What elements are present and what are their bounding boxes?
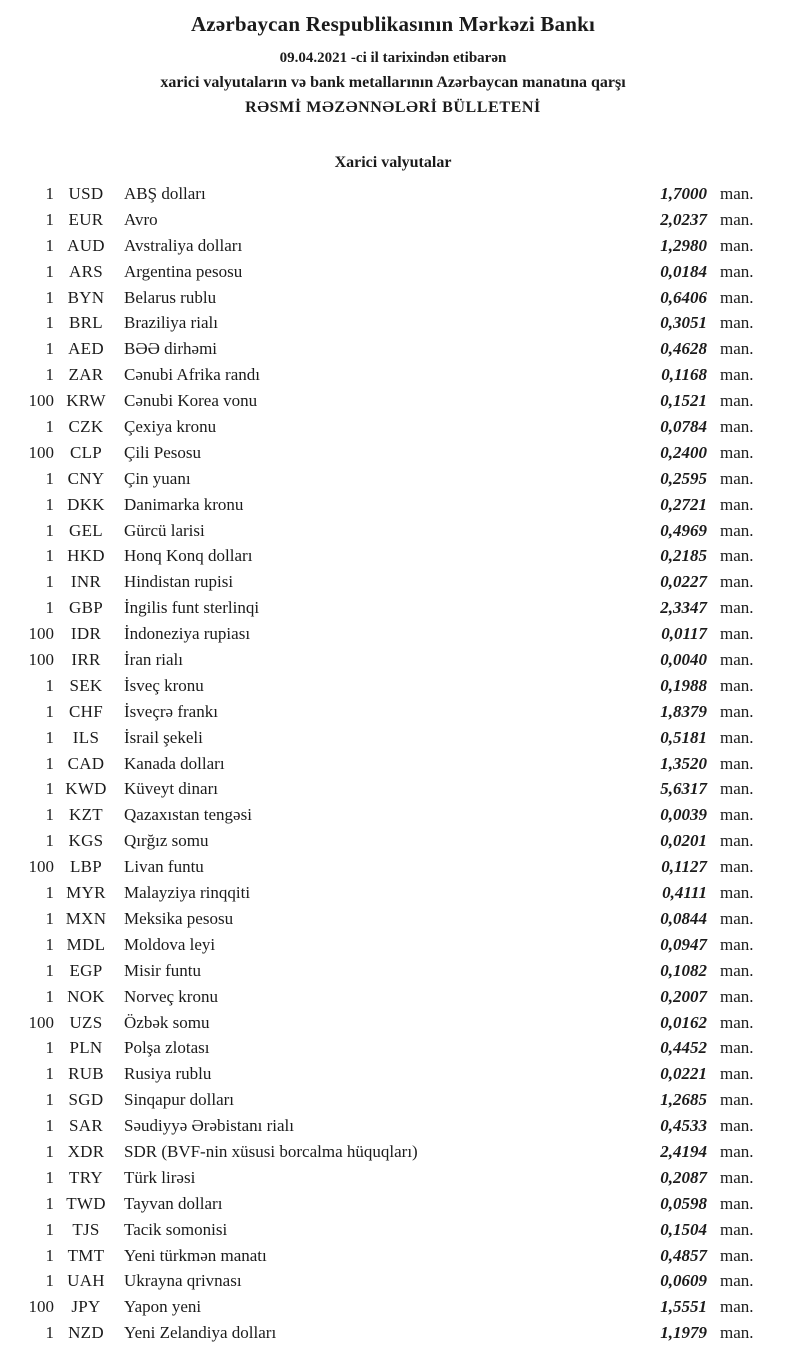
currency-code: EUR: [68, 209, 104, 229]
currency-unit: man.: [720, 1167, 754, 1187]
currency-row: [14, 233, 772, 259]
currency-rate: 0,2185: [660, 546, 707, 566]
currency-code: BYN: [67, 287, 105, 307]
currency-code: HKD: [67, 546, 105, 566]
currency-row: [14, 595, 772, 621]
currency-name: Hindistan rupisi: [124, 572, 234, 592]
currency-code: SEK: [69, 675, 103, 695]
currency-code: TMT: [67, 1245, 105, 1265]
currency-quantity: 1: [45, 1219, 54, 1239]
currency-name: Yeni türkmən manatı: [124, 1245, 267, 1265]
currency-rate: 0,0040: [660, 650, 707, 670]
currency-name: İngilis funt sterlinqi: [124, 598, 260, 618]
currency-rate: 0,0227: [660, 572, 707, 592]
currency-quantity: 1: [45, 701, 54, 721]
currency-row: [14, 259, 772, 285]
currency-row: [14, 776, 772, 802]
currency-rate: 0,0784: [660, 417, 707, 437]
currency-quantity: 1: [45, 1323, 54, 1343]
currency-quantity: 1: [45, 494, 54, 514]
currency-rate: 0,0039: [660, 805, 707, 825]
currency-code: ILS: [72, 727, 100, 747]
currency-quantity: 1: [45, 960, 54, 980]
currency-code: CZK: [68, 417, 104, 437]
currency-row: [14, 336, 772, 362]
currency-code: CLP: [69, 442, 103, 462]
currency-quantity: 1: [45, 1141, 54, 1161]
currency-quantity: 100: [28, 650, 54, 670]
currency-unit: man.: [720, 494, 754, 514]
currency-quantity: 1: [45, 908, 54, 928]
currency-unit: man.: [720, 701, 754, 721]
currency-code: GEL: [69, 520, 103, 540]
currency-unit: man.: [720, 779, 754, 799]
currency-code: USD: [68, 184, 104, 203]
currency-code: CHF: [69, 701, 103, 721]
currency-rate-table: [14, 181, 772, 1346]
currency-rate: 0,4111: [662, 883, 707, 903]
currency-row: [14, 854, 772, 880]
currency-row: [14, 414, 772, 440]
currency-quantity: 1: [45, 727, 54, 747]
currency-unit: man.: [720, 986, 754, 1006]
currency-unit: man.: [720, 857, 754, 877]
currency-name: Meksika pesosu: [124, 908, 234, 928]
currency-code: UZS: [69, 1012, 103, 1032]
currency-row: [14, 1320, 772, 1346]
currency-rate: 0,1127: [661, 857, 707, 877]
currency-quantity: 1: [45, 831, 54, 851]
currency-rate: 0,4452: [660, 1038, 707, 1058]
currency-name: Küveyt dinarı: [124, 779, 218, 799]
currency-name: Livan funtu: [124, 857, 204, 877]
currency-name: Danimarka kronu: [124, 494, 244, 514]
currency-unit: man.: [720, 339, 754, 359]
currency-code: SAR: [69, 1116, 103, 1136]
currency-name: Polşa zlotası: [124, 1038, 210, 1058]
currency-unit: man.: [720, 805, 754, 825]
currency-unit: man.: [720, 624, 754, 644]
currency-quantity: 1: [45, 1245, 54, 1265]
currency-name: Avstraliya dolları: [124, 235, 243, 255]
currency-rate: 0,2721: [660, 494, 707, 514]
currency-code: NZD: [68, 1323, 104, 1343]
currency-code: NOK: [67, 986, 105, 1006]
currency-row: [14, 285, 772, 311]
currency-row: [14, 1035, 772, 1061]
currency-unit: man.: [720, 313, 754, 333]
currency-name: Honq Konq dolları: [124, 546, 253, 566]
currency-quantity: 1: [45, 1116, 54, 1136]
currency-name: Misir funtu: [124, 960, 201, 980]
currency-name: Yeni Zelandiya dolları: [124, 1323, 277, 1343]
currency-name: Çin yuanı: [124, 468, 191, 488]
currency-code: IRR: [71, 650, 101, 670]
currency-rate: 0,0609: [660, 1271, 707, 1291]
currency-name: Ukrayna qrivnası: [124, 1271, 242, 1291]
currency-name: SDR (BVF-nin xüsusi borcalma hüquqları): [124, 1141, 418, 1161]
currency-quantity: 1: [45, 546, 54, 566]
currency-rate: 0,0598: [660, 1193, 707, 1213]
effective-date-line: 09.04.2021 -ci il tarixindən etibarən: [279, 50, 507, 66]
currency-quantity: 1: [45, 1271, 54, 1291]
currency-rate: 0,0221: [660, 1064, 707, 1084]
currency-code: KGS: [68, 831, 104, 851]
currency-rate: 0,3051: [660, 313, 707, 333]
currency-code: UAH: [67, 1271, 105, 1291]
currency-code: KWD: [65, 779, 107, 799]
currency-name: Kanada dolları: [124, 753, 225, 773]
currency-name: Yapon yeni: [124, 1297, 202, 1317]
currency-unit: man.: [720, 727, 754, 747]
currency-name: Cənubi Afrika randı: [124, 365, 260, 385]
currency-rate: 0,5181: [660, 727, 707, 747]
currency-code: BRL: [69, 313, 103, 333]
currency-unit: man.: [720, 1245, 754, 1265]
currency-quantity: 1: [45, 1090, 54, 1110]
currency-row: [14, 880, 772, 906]
currency-row: [14, 310, 772, 336]
currency-quantity: 100: [28, 442, 54, 462]
currency-unit: man.: [720, 442, 754, 462]
currency-unit: man.: [720, 650, 754, 670]
currency-row: [14, 1294, 772, 1320]
currency-quantity: 1: [45, 1167, 54, 1187]
currency-quantity: 1: [45, 675, 54, 695]
currency-rate: 0,4628: [660, 339, 707, 359]
currency-unit: man.: [720, 960, 754, 980]
currency-row: [14, 932, 772, 958]
currency-row: [14, 751, 772, 777]
currency-name: Rusiya rublu: [124, 1064, 212, 1084]
currency-name: Qırğız somu: [124, 831, 209, 851]
currency-code: ARS: [69, 261, 103, 281]
currency-row: [14, 1165, 772, 1191]
currency-unit: man.: [720, 417, 754, 437]
currency-rate: 0,0117: [661, 624, 707, 644]
currency-unit: man.: [720, 1323, 754, 1343]
bank-title: Azərbaycan Respublikasının Mərkəzi Bankı: [190, 12, 596, 36]
currency-name: İsveçrə frankı: [124, 701, 218, 721]
currency-quantity: 1: [45, 572, 54, 592]
currency-name: BƏƏ dirhəmi: [124, 339, 218, 359]
currency-unit: man.: [720, 261, 754, 281]
currency-quantity: 1: [45, 339, 54, 359]
currency-quantity: 1: [45, 986, 54, 1006]
currency-row: [14, 543, 772, 569]
currency-unit: man.: [720, 1141, 754, 1161]
currency-rate: 0,0184: [660, 261, 707, 281]
currency-row: [14, 1139, 772, 1165]
currency-code: KRW: [66, 391, 106, 411]
currency-row: [14, 1243, 772, 1269]
currency-code: ZAR: [68, 365, 104, 385]
section-title-foreign-currencies: Xarici valyutalar: [334, 154, 452, 171]
currency-quantity: 1: [45, 1038, 54, 1058]
currency-unit: man.: [720, 883, 754, 903]
currency-quantity: 1: [45, 805, 54, 825]
currency-row: [14, 802, 772, 828]
currency-unit: man.: [720, 1219, 754, 1239]
currency-row: [14, 1191, 772, 1217]
currency-quantity: 1: [45, 753, 54, 773]
currency-row: [14, 207, 772, 233]
currency-code: CAD: [67, 753, 105, 773]
currency-quantity: 100: [28, 857, 54, 877]
currency-code: PLN: [69, 1038, 103, 1058]
currency-rate: 0,2595: [660, 468, 707, 488]
bulletin-title-line: RƏSMİ MƏZƏNNƏLƏRİ BÜLLETENİ: [245, 99, 541, 116]
currency-rate: 0,1988: [660, 675, 707, 695]
currency-unit: man.: [720, 908, 754, 928]
currency-unit: man.: [720, 235, 754, 255]
currency-rate: 0,2007: [660, 986, 707, 1006]
currency-rate: 0,4857: [660, 1245, 707, 1265]
currency-rate: 0,1168: [661, 365, 707, 385]
currency-name: Türk lirəsi: [124, 1167, 196, 1187]
currency-name: Malayziya rinqqiti: [124, 883, 251, 903]
currency-unit: man.: [720, 753, 754, 773]
currency-quantity: 1: [45, 417, 54, 437]
currency-name: Cənubi Korea vonu: [124, 391, 258, 411]
currency-rate: 0,0201: [660, 831, 707, 851]
currency-code: DKK: [67, 494, 105, 514]
currency-row: [14, 1061, 772, 1087]
currency-name: Səudiyyə Ərəbistanı rialı: [124, 1116, 294, 1136]
currency-row: [14, 1113, 772, 1139]
currency-row: [14, 440, 772, 466]
currency-rate: 1,5551: [660, 1297, 707, 1317]
currency-code: AED: [68, 339, 104, 359]
currency-row: [14, 699, 772, 725]
currency-code: MYR: [66, 883, 106, 903]
currency-unit: man.: [720, 365, 754, 385]
currency-unit: man.: [720, 1064, 754, 1084]
currency-name: İran rialı: [124, 650, 183, 670]
currency-row: [14, 466, 772, 492]
currency-name: Çexiya kronu: [124, 417, 217, 437]
currency-row: [14, 673, 772, 699]
currency-code: SGD: [68, 1090, 104, 1110]
currency-unit: man.: [720, 1116, 754, 1136]
currency-quantity: 1: [45, 468, 54, 488]
currency-quantity: 1: [45, 883, 54, 903]
currency-unit: man.: [720, 209, 754, 229]
currency-quantity: 1: [45, 365, 54, 385]
currency-unit: man.: [720, 934, 754, 954]
currency-unit: man.: [720, 287, 754, 307]
currency-rate: 0,1082: [660, 960, 707, 980]
currency-rate: 0,4533: [660, 1116, 707, 1136]
currency-unit: man.: [720, 1271, 754, 1291]
currency-name: Belarus rublu: [124, 287, 217, 307]
currency-code: INR: [70, 572, 102, 592]
currency-rate: 0,2400: [660, 442, 707, 462]
currency-code: MDL: [66, 934, 106, 954]
currency-unit: man.: [720, 831, 754, 851]
currency-unit: man.: [720, 468, 754, 488]
currency-row: [14, 1010, 772, 1036]
currency-quantity: 1: [45, 209, 54, 229]
currency-code: JPY: [71, 1297, 101, 1317]
currency-rate: 0,0844: [660, 908, 707, 928]
currency-unit: man.: [720, 1090, 754, 1110]
currency-unit: man.: [720, 184, 754, 203]
currency-name: Tayvan dolları: [124, 1193, 223, 1213]
currency-quantity: 1: [45, 1064, 54, 1084]
currency-quantity: 1: [45, 261, 54, 281]
currency-rate: 0,1521: [660, 391, 707, 411]
currency-row: [14, 828, 772, 854]
currency-unit: man.: [720, 1012, 754, 1032]
currency-row: [14, 1217, 772, 1243]
currency-name: Norveç kronu: [124, 986, 218, 1006]
currency-code: KZT: [69, 805, 103, 825]
currency-name: Gürcü larisi: [124, 520, 205, 540]
currency-name: ABŞ dolları: [124, 184, 206, 203]
currency-rate: 1,8379: [660, 701, 707, 721]
currency-rate: 1,3520: [660, 753, 707, 773]
currency-row: [14, 621, 772, 647]
currency-name: Çili Pesosu: [124, 442, 201, 462]
currency-code: EGP: [69, 960, 103, 980]
currency-rate: 0,0947: [660, 934, 707, 954]
currency-name: İndoneziya rupiası: [124, 624, 251, 644]
currency-unit: man.: [720, 572, 754, 592]
currency-rate: 2,3347: [660, 598, 707, 618]
currency-name: Sinqapur dolları: [124, 1090, 235, 1110]
currency-quantity: 100: [28, 391, 54, 411]
currency-name: Tacik somonisi: [124, 1219, 228, 1239]
currency-row: [14, 1268, 772, 1294]
currency-name: İsveç kronu: [124, 675, 204, 695]
currency-quantity: 1: [45, 598, 54, 618]
currency-quantity: 1: [45, 1193, 54, 1213]
currency-unit: man.: [720, 1297, 754, 1317]
currency-code: TJS: [72, 1219, 100, 1239]
subject-line: xarici valyutaların və bank metallarının Azərbaycan manatına qarşı: [160, 74, 626, 91]
currency-unit: man.: [720, 391, 754, 411]
currency-name: Argentina pesosu: [124, 261, 243, 281]
currency-rate: 1,7000: [660, 184, 707, 203]
currency-row: [14, 984, 772, 1010]
currency-row: [14, 569, 772, 595]
currency-name: Braziliya rialı: [124, 313, 218, 333]
currency-quantity: 1: [45, 235, 54, 255]
currency-name: Özbək somu: [124, 1012, 210, 1032]
currency-code: RUB: [68, 1064, 104, 1084]
currency-name: İsrail şekeli: [124, 727, 203, 747]
currency-code: TRY: [69, 1167, 103, 1187]
currency-row: [14, 906, 772, 932]
currency-row: [14, 362, 772, 388]
currency-rate: 0,4969: [660, 520, 707, 540]
currency-code: IDR: [70, 624, 102, 644]
currency-quantity: 1: [45, 184, 54, 203]
currency-rate: 1,2685: [660, 1090, 707, 1110]
currency-unit: man.: [720, 598, 754, 618]
currency-name: Avro: [124, 209, 158, 229]
currency-code: AUD: [67, 235, 105, 255]
currency-rate: 0,2087: [660, 1167, 707, 1187]
currency-unit: man.: [720, 520, 754, 540]
currency-row: [14, 958, 772, 984]
currency-row: [14, 388, 772, 414]
currency-row: [14, 725, 772, 751]
currency-rate: 0,0162: [660, 1012, 707, 1032]
currency-quantity: 1: [45, 287, 54, 307]
currency-quantity: 1: [45, 934, 54, 954]
currency-quantity: 1: [45, 779, 54, 799]
currency-code: XDR: [67, 1141, 105, 1161]
currency-rate: 5,6317: [660, 779, 707, 799]
currency-quantity: 1: [45, 313, 54, 333]
currency-quantity: 100: [28, 1012, 54, 1032]
bulletin-header: [14, 12, 772, 117]
currency-quantity: 100: [28, 1297, 54, 1317]
currency-name: Moldova leyi: [124, 934, 216, 954]
currency-row: [14, 647, 772, 673]
currency-code: MXN: [65, 908, 107, 928]
currency-row: [14, 518, 772, 544]
currency-unit: man.: [720, 1193, 754, 1213]
currency-quantity: 1: [45, 520, 54, 540]
currency-unit: man.: [720, 546, 754, 566]
currency-quantity: 100: [28, 624, 54, 644]
currency-name: Qazaxıstan tengəsi: [124, 805, 252, 825]
currency-rate: 1,2980: [660, 235, 707, 255]
currency-row: [14, 492, 772, 518]
currency-rate: 2,4194: [660, 1141, 707, 1161]
currency-rate: 0,6406: [660, 287, 707, 307]
currency-code: LBP: [69, 857, 103, 877]
currency-unit: man.: [720, 675, 754, 695]
currency-rate: 2,0237: [660, 209, 707, 229]
currency-code: CNY: [67, 468, 105, 488]
currency-code: TWD: [66, 1193, 106, 1213]
currency-rate: 0,1504: [660, 1219, 707, 1239]
currency-code: GBP: [69, 598, 103, 618]
currency-row: [14, 1087, 772, 1113]
currency-rate: 1,1979: [660, 1323, 707, 1343]
currency-row: [14, 181, 772, 207]
currency-unit: man.: [720, 1038, 754, 1058]
